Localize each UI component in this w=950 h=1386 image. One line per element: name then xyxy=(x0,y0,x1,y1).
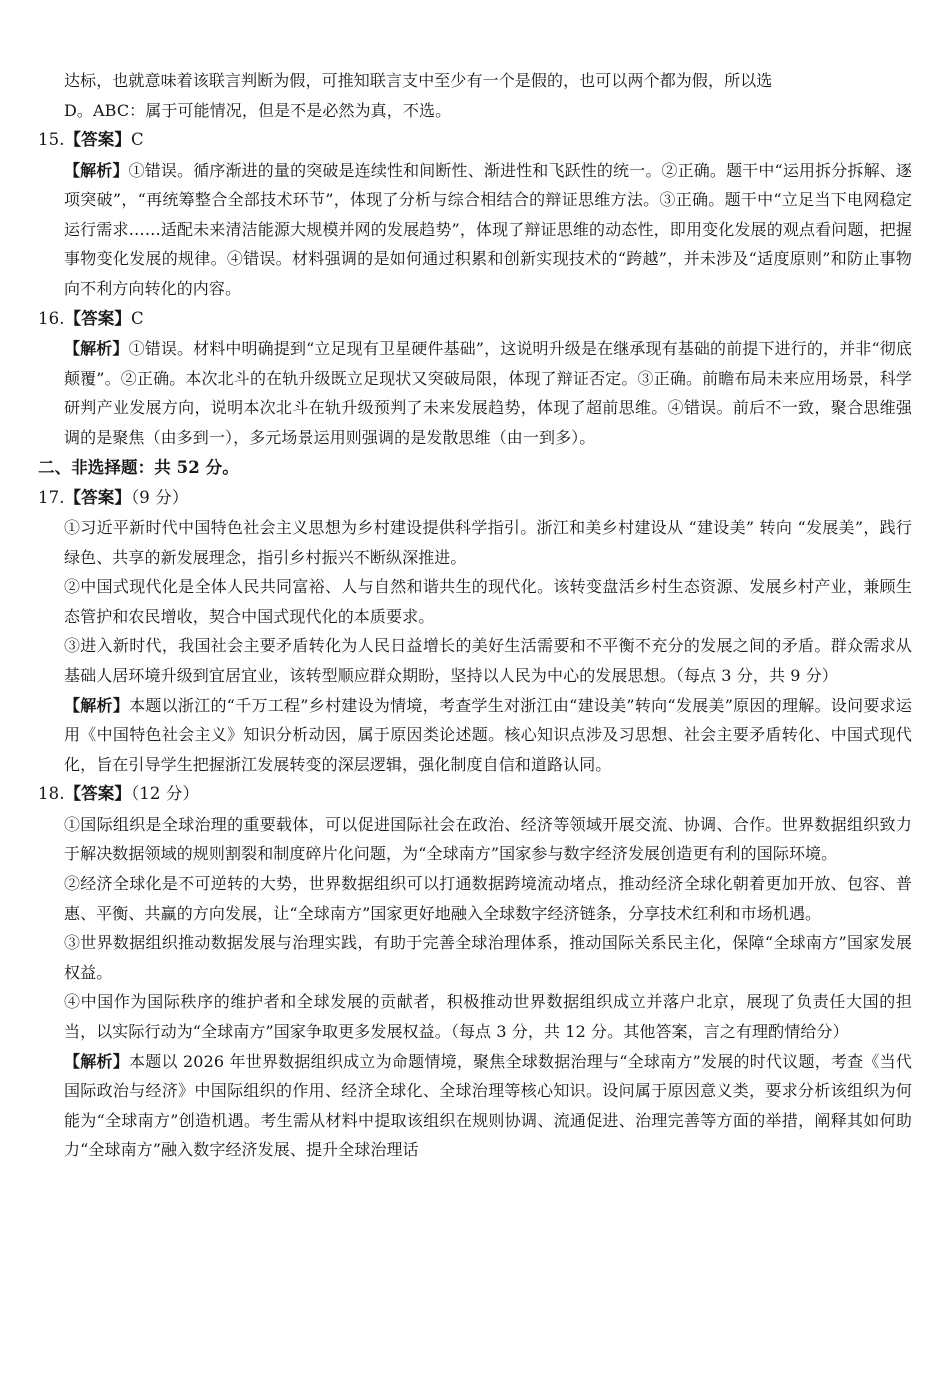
question-16 xyxy=(38,304,912,453)
q18-point-1: ①国际组织是全球治理的重要载体，可以促进国际社会在政治、经济等领域开展交流、协调、合作。世界数据组织致力于解决数据领域的规则割裂和制度碎片化问题，为“全球南方”国家参与数字经济发展创造更有利的国际环境。 xyxy=(64,814,912,864)
q15-answer-tag: 【答案】 xyxy=(64,130,131,150)
q15-answer-line xyxy=(38,125,912,156)
question-17 xyxy=(38,483,912,780)
q17-analysis-text: 本题以浙江的“千万工程”乡村建设为情境，考查学生对浙江由“建设美”转向“发展美”原因的理解。设问要求运用《中国特色社会主义》知识分析动因，属于原因类论述题。核心知识点涉及习思想、社会主要矛盾转化、中国式现代化，旨在引导学生把握浙江发展转变的深层逻辑，强化制度自信和道路认同。 xyxy=(64,695,912,774)
q16-answer: C xyxy=(130,308,144,328)
q15-analysis xyxy=(38,156,912,304)
q17-analysis xyxy=(38,691,912,780)
q18-answer-tag: 【答案】 xyxy=(64,784,131,804)
q18-analysis-text: 本题以 2026 年世界数据组织成立为命题情境，聚焦全球数据治理与“全球南方”发展的时代议题，考查《当代国际政治与经济》中国际组织的作用、经济全球化、全球治理等核心知识。设问属于原因意义类，要求分析该组织为何能为“全球南方”创造机遇。考生需从材料中提取该组织在规则协调、流通促进、治理完善等方面的举措，阐释其如何助力“全球南方”融入数字经济发展、提升全球治理话 xyxy=(64,1051,913,1160)
intro-line-2: D。ABC：属于可能情况，但是不是必然为真，不选。 xyxy=(64,100,452,120)
q16-answer-line xyxy=(38,304,912,335)
q16-analysis xyxy=(38,334,912,452)
q16-analysis-tag: 【解析】 xyxy=(64,339,129,359)
question-15 xyxy=(38,125,912,303)
q18-analysis xyxy=(38,1047,912,1165)
q18-answer-line xyxy=(38,779,912,810)
q15-analysis-tag: 【解析】 xyxy=(64,160,129,180)
q15-number: 15. xyxy=(38,130,65,150)
q17-point-2: ②中国式现代化是全体人民共同富裕、人与自然和谐共生的现代化。该转变盘活乡村生态资源、发展乡村产业，兼顾生态管护和农民增收，契合中国式现代化的本质要求。 xyxy=(64,577,912,626)
q17-score: （9 分） xyxy=(130,487,189,507)
q17-number: 17. xyxy=(38,487,65,507)
q17-point-1: ①习近平新时代中国特色社会主义思想为乡村建设提供科学指引。浙江和美乡村建设从 “建设美” 转向 “发展美”，践行绿色、共享的新发展理念，指引乡村振兴不断纵深推进。 xyxy=(64,518,912,567)
question-18 xyxy=(38,779,912,1165)
q17-answer-tag: 【答案】 xyxy=(64,487,131,507)
q16-analysis-text: ①错误。材料中明确提到“立足现有卫星硬件基础”，这说明升级是在继承现有基础的前提下进行的，并非“彻底颠覆”。②正确。本次北斗的在轨升级既立足现状又突破局限，体现了辩证否定。③正确。前瞻布局未来应用场景，科学研判产业发展方向，说明本次北斗在轨升级预判了未来发展趋势，体现了超前思维。④错误。前后不一致，聚合思维强调的是聚焦（由多到一），多元场景运用则强调的是发散思维（由一到多）。 xyxy=(64,339,912,447)
intro-line-1: 达标，也就意味着该联言判断为假，可推知联言支中至少有一个是假的，也可以两个都为假，所以选 xyxy=(64,71,773,90)
q18-score: （12 分） xyxy=(130,784,200,804)
q15-analysis-text: ①错误。循序渐进的量的突破是连续性和间断性、渐进性和飞跃性的统一。②正确。题干中“运用拆分拆解、逐项突破”，“再统筹整合全部技术环节”，体现了分析与综合相结合的辩证思维方法。③正确。题干中“立足当下电网稳定运行需求……适配未来清洁能源大规模并网的发展趋势”，体现了辩证思维的动态性，即用变化发展的观点看问题，把握事物变化发展的规律。④错误。材料强调的是如何通过积累和创新实现技术的“跨越”，并未涉及“适度原则”和防止事物向不利方向转化的内容。 xyxy=(64,160,912,299)
q16-answer-tag: 【答案】 xyxy=(64,308,131,328)
q17-answer-line xyxy=(38,483,912,514)
q18-number: 18. xyxy=(38,784,65,804)
q18-point-4: ④中国作为国际秩序的维护者和全球发展的贡献者，积极推动世界数据组织成立并落户北京，展现了负责任大国的担当，以实际行动为“全球南方”国家争取更多发展权益。（每点 3 分，共 12 分。其他答案，言之有理酌情给分） xyxy=(64,992,912,1042)
q15-answer: C xyxy=(130,130,144,150)
q18-analysis-tag: 【解析】 xyxy=(64,1051,129,1071)
q17-point-3: ③进入新时代，我国社会主要矛盾转化为人民日益增长的美好生活需要和不平衡不充分的发展之间的矛盾。群众需求从基础人居环境升级到宜居宜业，该转型顺应群众期盼，坚持以人民为中心的发展思想。（每点 3 分，共 9 分） xyxy=(64,636,912,685)
q16-number: 16. xyxy=(38,308,65,328)
section-2-title: 二、非选择题：共 52 分。 xyxy=(38,457,239,477)
q17-analysis-tag: 【解析】 xyxy=(64,695,130,715)
q18-point-3: ③世界数据组织推动数据发展与治理实践，有助于完善全球治理体系，推动国际关系民主化，保障“全球南方”国家发展权益。 xyxy=(64,933,912,982)
q18-point-2: ②经济全球化是不可逆转的大势，世界数据组织可以打通数据跨境流动堵点，推动经济全球化朝着更加开放、包容、普惠、平衡、共赢的方向发展，让“全球南方”国家更好地融入全球数字经济链条，分享技术红利和市场机遇。 xyxy=(64,874,912,923)
